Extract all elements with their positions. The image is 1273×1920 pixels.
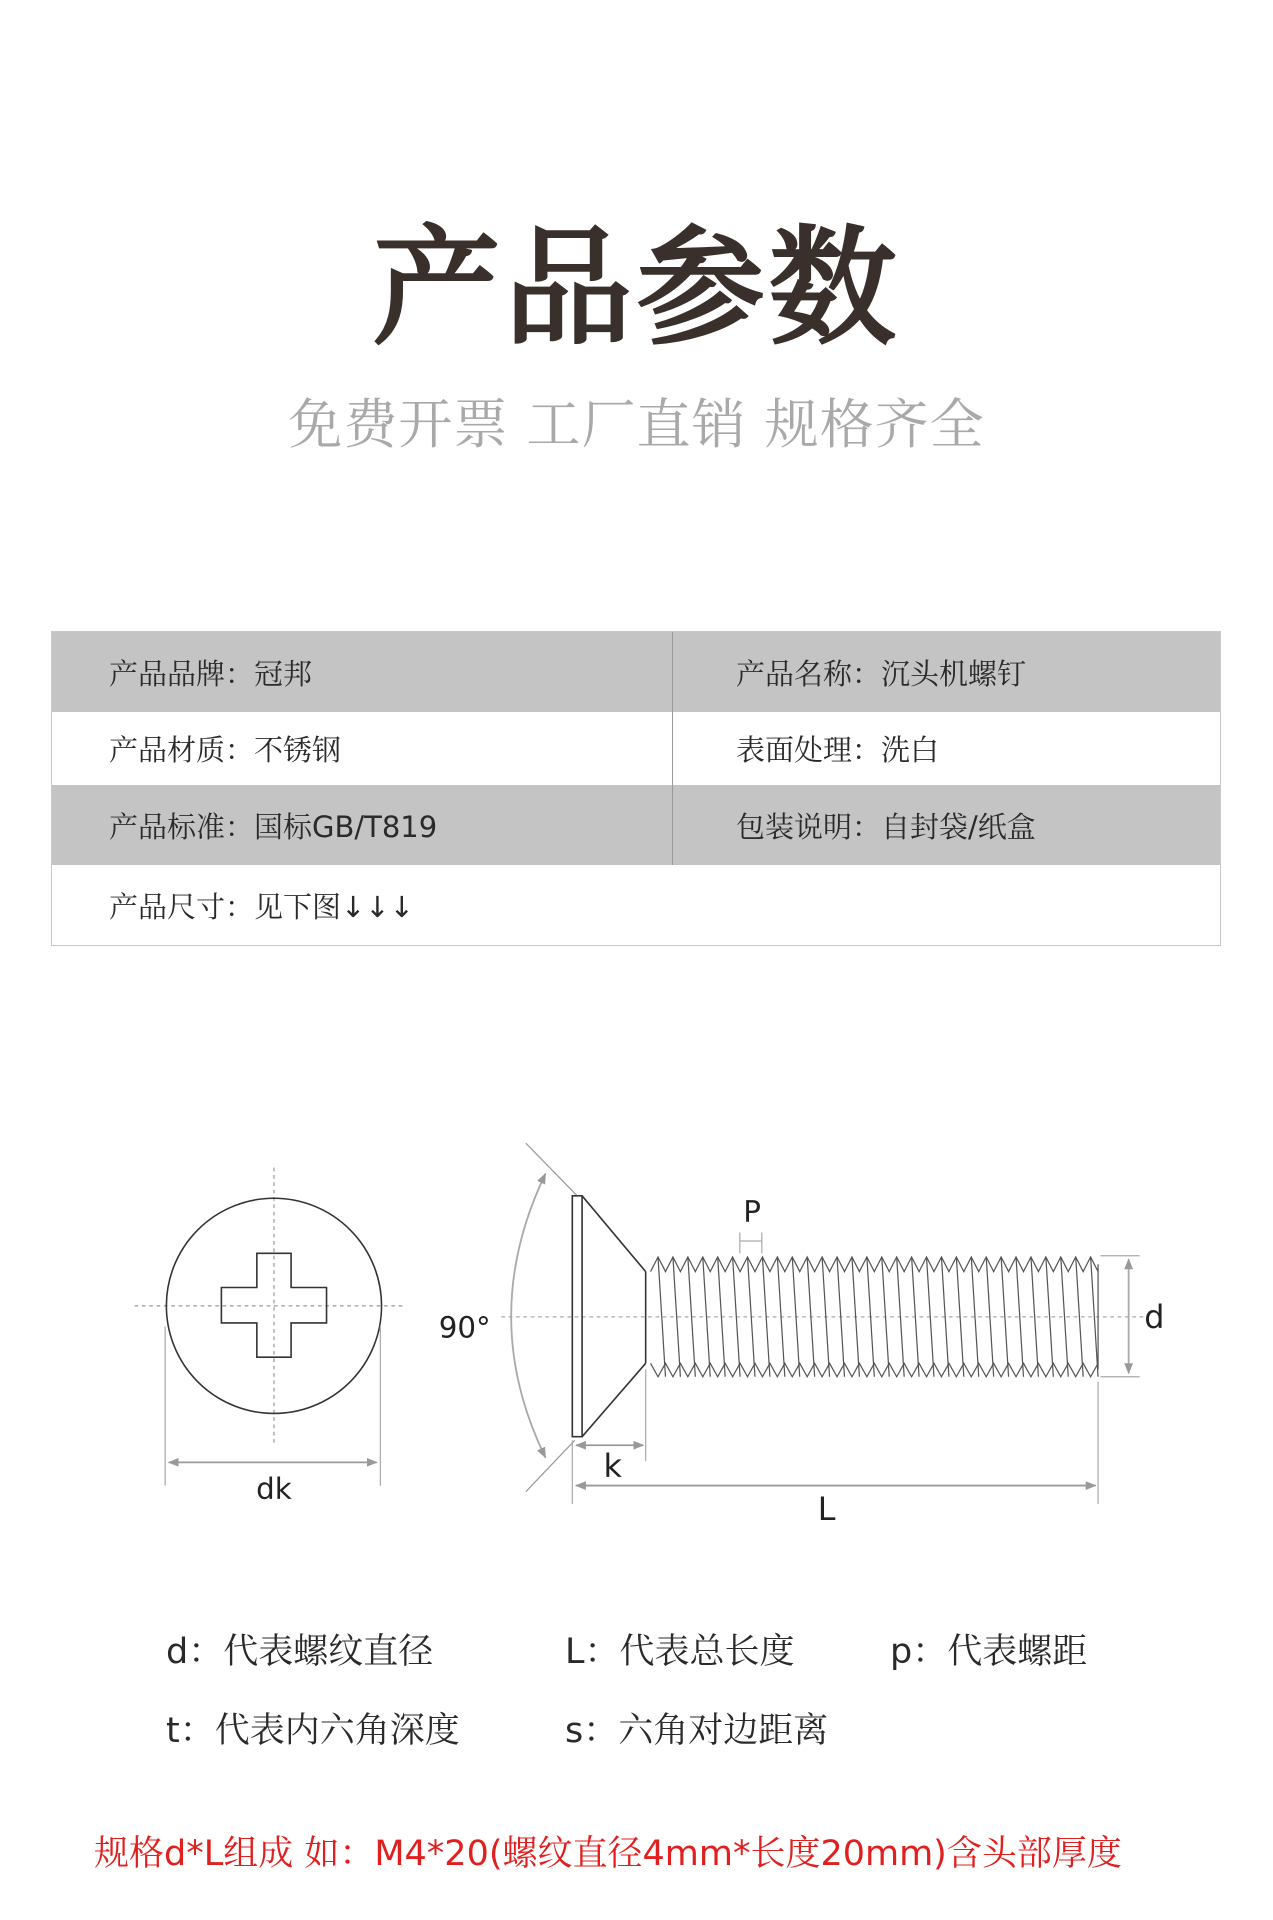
head-top-view (135, 1168, 406, 1486)
table-row (52, 865, 1220, 945)
legend-t: t：代表内六角深度 (166, 1711, 460, 1751)
table-cell-standard: 产品标准：国标GB/T819 (109, 809, 438, 844)
angle-label: 90° (438, 1310, 491, 1345)
table-cell-size: 产品尺寸：见下图↓↓↓ (109, 889, 414, 924)
screw-side-view (501, 1143, 1143, 1504)
table-row (52, 712, 1220, 785)
thread-line (837, 1257, 844, 1377)
spec-note: 规格d*L组成 如：M4*20(螺纹直径4mm*长度20mm)含头部厚度 (94, 1834, 1122, 1874)
dk-label: dk (256, 1472, 292, 1507)
diameter-label: d (1144, 1298, 1165, 1336)
page-subtitle: 免费开票 工厂直销 规格齐全 (288, 393, 985, 456)
thread-line (792, 1257, 799, 1377)
table-row (52, 785, 1220, 865)
table-cell-surface: 表面处理：洗白 (672, 712, 1220, 785)
table-cell-brand: 产品品牌：冠邦 (109, 656, 313, 691)
table-cell-material: 产品材质：不锈钢 (109, 733, 342, 767)
page-title: 产品参数 (372, 214, 901, 363)
table-cell-empty (672, 865, 1220, 945)
thread-line (807, 1257, 814, 1377)
table-row (52, 632, 1220, 712)
length-label: L (817, 1490, 836, 1528)
thread-line (867, 1257, 874, 1377)
thread-line (822, 1257, 829, 1377)
head-height-label: k (603, 1448, 622, 1486)
legend-L: L：代表总长度 (565, 1632, 795, 1672)
thread-line (852, 1257, 859, 1377)
screw-diagram (0, 1120, 1273, 1540)
spec-table (51, 631, 1221, 946)
legend-s: s：六角对边距离 (565, 1711, 829, 1751)
pitch-label: P (743, 1194, 761, 1229)
legend-p: p：代表螺距 (890, 1632, 1088, 1672)
table-cell-packaging: 包装说明：自封袋/纸盒 (672, 785, 1220, 865)
table-cell-name: 产品名称：沉头机螺钉 (672, 632, 1220, 712)
legend-d: d：代表螺纹直径 (166, 1632, 434, 1672)
